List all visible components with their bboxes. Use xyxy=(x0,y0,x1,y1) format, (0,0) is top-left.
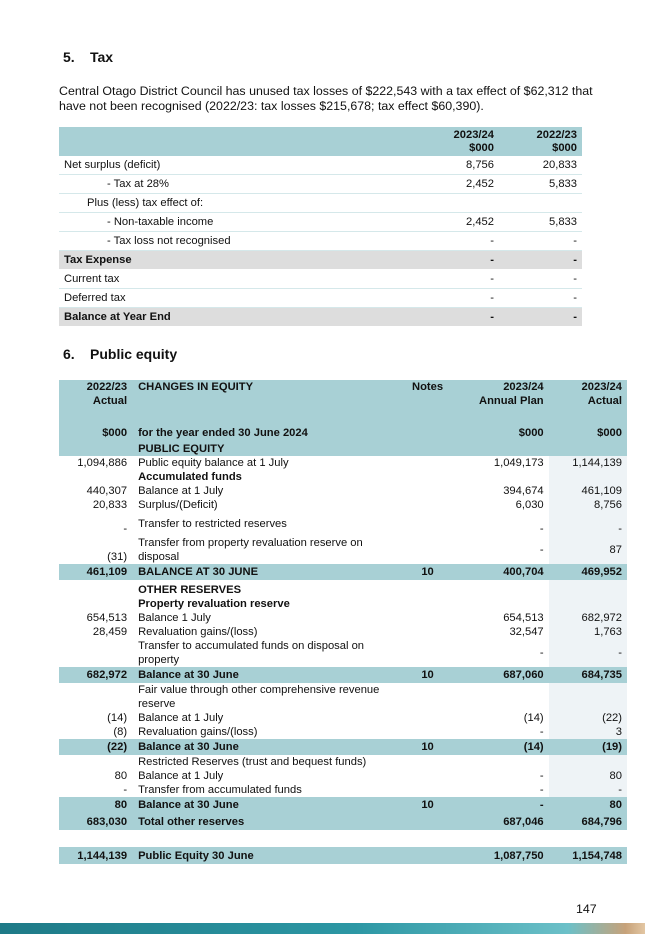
table-row-total: Tax Expense - - xyxy=(59,251,582,270)
footer-bar xyxy=(0,923,645,934)
table-row: - Non-taxable income 2,452 5,833 xyxy=(59,213,582,232)
tax-heading xyxy=(63,49,113,65)
equity-section-number: 6. xyxy=(63,346,75,362)
equity-table-header: 2022/23 Actual CHANGES IN EQUITY Notes 2023/24 Annual Plan 2023/24 Actual xyxy=(59,380,627,426)
table-row: (14) Balance at 1 July (14) (22) xyxy=(59,711,627,725)
table-row-subheading: Property revaluation reserve xyxy=(59,597,627,611)
table-row: Restricted Reserves (trust and bequest funds) xyxy=(59,755,627,769)
table-row: Net surplus (deficit) 8,756 20,833 xyxy=(59,156,582,175)
table-row-total: (22) Balance at 30 June 10 (14) (19) xyxy=(59,739,627,755)
table-row: 28,459 Revaluation gains/(loss) 32,547 1,763 xyxy=(59,625,627,639)
table-row: Deferred tax - - xyxy=(59,289,582,308)
tax-intro-paragraph: Central Otago District Council has unused tax losses of $222,543 with a tax effect of $62,312 that have not been recognised (2022/23: tax losses $215,678; tax effect $60,390). xyxy=(59,84,593,113)
table-row: 440,307 Balance at 1 July 394,674 461,109 xyxy=(59,484,627,498)
table-row: 654,513 Balance 1 July 654,513 682,972 xyxy=(59,611,627,625)
tax-table xyxy=(59,127,582,327)
table-row: Transfer to accumulated funds on disposal on property - - xyxy=(59,639,627,667)
equity-table xyxy=(59,380,627,864)
tax-section-number: 5. xyxy=(63,49,75,65)
table-row-subheading: OTHER RESERVES xyxy=(59,580,627,597)
equity-heading xyxy=(63,346,177,362)
table-row-total: 683,030 Total other reserves 687,046 684,796 xyxy=(59,813,627,830)
table-row-subheading: Accumulated funds xyxy=(59,470,627,484)
tax-col-prior-header: 2022/23 $000 xyxy=(499,127,582,156)
equity-section-title: Public equity xyxy=(90,346,178,362)
table-row: - Tax at 28% 2,452 5,833 xyxy=(59,175,582,194)
table-row: 80 Balance at 1 July - 80 xyxy=(59,769,627,783)
table-row: - Transfer to restricted reserves - - xyxy=(59,512,627,536)
table-row: - Transfer from accumulated funds - - xyxy=(59,783,627,797)
table-spacer xyxy=(59,830,627,847)
table-row: (31) Transfer from property revaluation reserve on disposal - 87 xyxy=(59,536,627,564)
table-row: Fair value through other comprehensive revenue reserve xyxy=(59,683,627,711)
table-row: 20,833 Surplus/(Deficit) 6,030 8,756 xyxy=(59,498,627,512)
table-row-total: 80 Balance at 30 June 10 - 80 xyxy=(59,797,627,813)
table-row: - Tax loss not recognised - - xyxy=(59,232,582,251)
table-row-total: 682,972 Balance at 30 June 10 687,060 684,735 xyxy=(59,667,627,683)
tax-col-current-header: 2023/24 $000 xyxy=(416,127,499,156)
table-row: 1,094,886 Public equity balance at 1 July 1,049,173 1,144,139 xyxy=(59,456,627,470)
table-row-grand-total: 1,144,139 Public Equity 30 June 1,087,750 1,154,748 xyxy=(59,847,627,864)
equity-table-subheader: $000 for the year ended 30 June 2024 $000 $000 xyxy=(59,426,627,442)
page-number: 147 xyxy=(576,902,597,916)
tax-table-header xyxy=(59,127,582,156)
table-row-section: PUBLIC EQUITY xyxy=(59,442,627,456)
table-row-total: 461,109 BALANCE AT 30 JUNE 10 400,704 469,952 xyxy=(59,564,627,580)
table-row: Plus (less) tax effect of: xyxy=(59,194,582,213)
table-row-total: Balance at Year End - - xyxy=(59,308,582,327)
table-row: (8) Revaluation gains/(loss) - 3 xyxy=(59,725,627,739)
tax-section-title: Tax xyxy=(90,49,114,65)
table-row: Current tax - - xyxy=(59,270,582,289)
